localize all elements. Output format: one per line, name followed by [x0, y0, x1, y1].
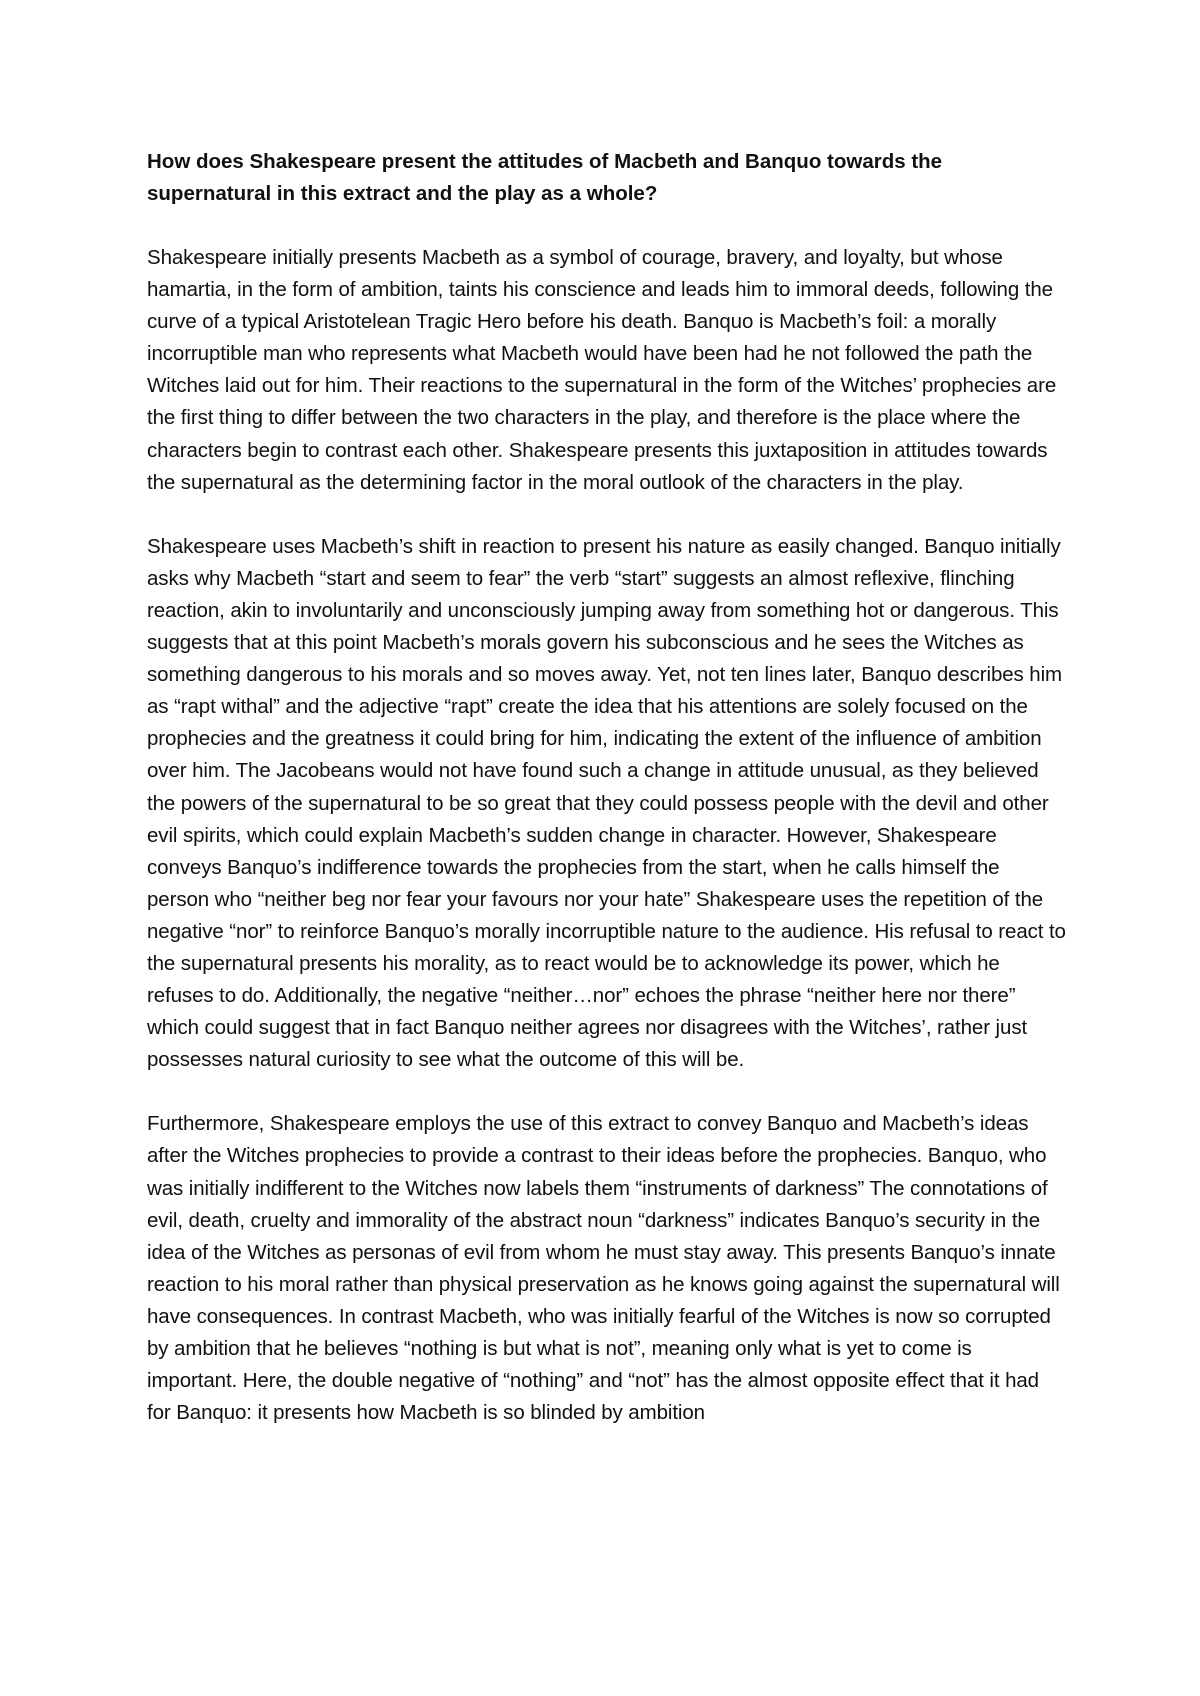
paragraph-introduction: Shakespeare initially presents Macbeth as a symbol of courage, bravery, and loyalty, but whose hamartia, in the form of ambition, taints his conscience and leads him to immoral deeds, following the curve of a typical Aristotelean Tragic Hero before his death. Banquo is Macbeth’s foil: a morally incorruptible man who represents what Macbeth would have been had he not followed the path the Witches laid out for him. Their reactions to the supernatural in the form of the Witches’ prophecies are the first thing to differ between the two characters in the play, and therefore is the place where the characters begin to contrast each other. Shakespeare presents this juxtaposition in attitudes towards the supernatural as the determining factor in the moral outlook of the characters in the play.	[147, 246, 1057, 494]
essay-question-title: How does Shakespeare present the attitudes of Macbeth and Banquo towards the supernatural in this extract and the play as a whole?	[147, 150, 943, 205]
document-page	[147, 146, 1067, 1461]
paragraph-macbeth-shift: Shakespeare uses Macbeth’s shift in reaction to present his nature as easily changed. Banquo initially asks why Macbeth “start and seem to fear” the verb “start” suggests an almost reflexive, flinching reaction, akin to involuntarily and unconsciously jumping away from something hot or dangerous. This suggests that at this point Macbeth’s morals govern his subconscious and he sees the Witches as something dangerous to his morals and so moves away. Yet, not ten lines later, Banquo describes him as “rapt withal” and the adjective “rapt” create the idea that his attentions are solely focused on the prophecies and the greatness it could bring for him, indicating the extent of the influence of ambition over him. The Jacobeans would not have found such a change in attitude unusual, as they believed the powers of the supernatural to be so great that they could possess people with the devil and other evil spirits, which could explain Macbeth’s sudden change in character. However, Shakespeare conveys Banquo’s indifference towards the prophecies from the start, when he calls himself the person who “neither beg nor fear your favours nor your hate” Shakespeare uses the repetition of the negative “nor” to reinforce Banquo’s morally incorruptible nature to the audience. His refusal to react to the supernatural presents his morality, as to react would be to acknowledge its power, which he refuses to do. Additionally, the negative “neither…nor” echoes the phrase “neither here nor there” which could suggest that in fact Banquo neither agrees nor disagrees with the Witches’, rather just possesses natural curiosity to see what the outcome of this will be.	[147, 534, 1066, 1072]
paragraph-after-prophecies: Furthermore, Shakespeare employs the use of this extract to convey Banquo and Macbeth’s ideas after the Witches prophecies to provide a contrast to their ideas before the prophecies. Banquo, who was initially indifferent to the Witches now labels them “instruments of darkness” The connotations of evil, death, cruelty and immorality of the abstract noun “darkness” indicates Banquo’s security in the idea of the Witches as personas of evil from whom he must stay away. This presents Banquo’s innate reaction to his moral rather than physical preservation as he knows going against the supernatural will have consequences. In contrast Macbeth, who was initially fearful of the Witches is now so corrupted by ambition that he believes “nothing is but what is not”, meaning only what is yet to come is important. Here, the double negative of “nothing” and “not” has the almost opposite effect that it had for Banquo: it presents how Macbeth is so blinded by ambition	[147, 1112, 1060, 1425]
